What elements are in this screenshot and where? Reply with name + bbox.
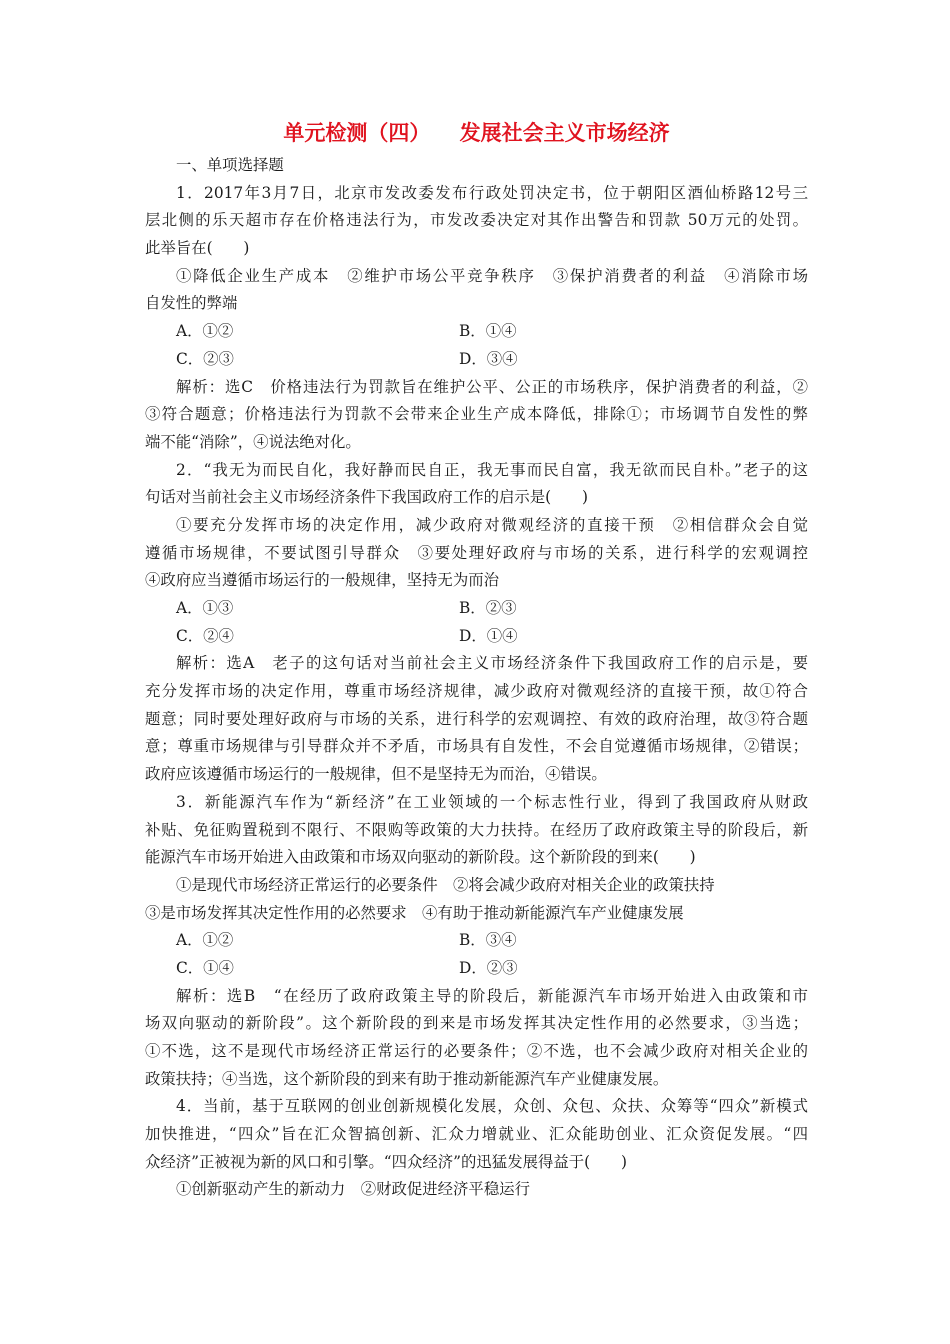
analysis-line: 题意；同时要处理好政府与市场的关系，进行科学的宏观调控、有效的政府治理，故③符合题 <box>145 709 808 728</box>
options-row <box>145 595 808 623</box>
analysis-line: 充分发挥市场的决定作用，尊重市场经济规律，减少政府对微观经济的直接干预，故①符合 <box>145 682 808 701</box>
question-stem-line: 此举旨在( ) <box>145 239 250 258</box>
question-stem-line: 众经济”正被视为新的风口和引擎。“四众经济”的迅猛发展得益于( ) <box>145 1152 627 1171</box>
question-3 <box>145 789 808 1094</box>
analysis-line: ③符合题意；价格违法行为罚款不会带来企业生产成本降低，排除①；市场调节自发性的弊 <box>145 405 808 424</box>
question-stem-line: 补贴、免征购置税到不限行、不限购等政策的大力扶持。在经历了政府政策主导的阶段后，新 <box>145 820 808 839</box>
question-1 <box>145 180 808 457</box>
option-a: A．①③ <box>176 599 234 617</box>
section-heading: 一、单项选择题 <box>176 156 284 174</box>
analysis-line: 意；尊重市场规律与引导群众并不矛盾，市场具有自发性，不会自觉遵循市场规律，②错误； <box>145 737 808 756</box>
question-stem-line: 能源汽车市场开始进入由政策和市场双向驱动的新阶段。这个新阶段的到来( ) <box>145 848 696 867</box>
option-b: B．③④ <box>459 931 517 950</box>
question-items-line: 自发性的弊端 <box>145 294 238 313</box>
options-row <box>145 318 808 346</box>
options-row <box>145 955 808 983</box>
question-stem-line: 1．2017年3月7日，北京市发改委发布行政处罚决定书，位于朝阳区酒仙桥路12号三 <box>176 183 808 202</box>
option-d: D．②③ <box>459 958 518 977</box>
analysis-line: 政府应该遵循市场运行的一般规律，但不是坚持无为而治，④错误。 <box>145 765 607 784</box>
analysis-line: 解析：选A 老子的这句话对当前社会主义市场经济条件下我国政府工作的启示是，要 <box>176 654 808 673</box>
option-b: B．①④ <box>459 322 517 341</box>
option-c: C．①④ <box>176 958 234 977</box>
question-stem-line: 层北侧的乐天超市存在价格违法行为，市发改委决定对其作出警告和罚款 50万元的处罚。 <box>145 211 808 230</box>
question-items-line: ①要充分发挥市场的决定作用，减少政府对微观经济的直接干预 ②相信群众会自觉 <box>176 515 808 534</box>
document-page <box>145 118 808 1204</box>
option-d: D．③④ <box>459 349 518 368</box>
options-row <box>145 346 808 374</box>
option-a: A．①② <box>176 931 234 950</box>
question-4 <box>145 1093 808 1204</box>
question-stem-line: 句话对当前社会主义市场经济条件下我国政府工作的启示是( ) <box>145 488 588 507</box>
question-stem-line: 4．当前，基于互联网的创业创新规模化发展，众创、众包、众扶、众筹等“四众”新模式 <box>176 1097 808 1116</box>
question-items-line: ①创新驱动产生的新动力 ②财政促进经济平稳运行 <box>176 1180 530 1199</box>
analysis-line: ①不选，这不是现代市场经济正常运行的必要条件；②不选，也不会减少政府对相关企业的 <box>145 1042 808 1060</box>
analysis-line: 端不能“消除”，④说法绝对化。 <box>145 432 361 451</box>
option-a: A．①② <box>176 322 234 341</box>
analysis-line: 场双向驱动的新阶段”。这个新阶段的到来是市场发挥其决定性作用的必然要求，③当选； <box>145 1014 808 1033</box>
question-2 <box>145 457 808 789</box>
option-d: D．①④ <box>459 626 518 645</box>
question-stem-line: 3．新能源汽车作为“新经济”在工业领域的一个标志性行业，得到了我国政府从财政 <box>176 792 808 811</box>
question-items-line: ①降低企业生产成本 ②维护市场公平竞争秩序 ③保护消费者的利益 ④消除市场 <box>176 266 808 285</box>
question-stem-line: 加快推进，“四众”旨在汇众智搞创新、汇众力增就业、汇众能助创业、汇众资促发展。“四 <box>145 1125 808 1144</box>
option-b: B．②③ <box>459 599 517 617</box>
question-items-line: ③是市场发挥其决定性作用的必然要求 ④有助于推动新能源汽车产业健康发展 <box>145 903 684 922</box>
analysis-line: 政策扶持；④当选，这个新阶段的到来有助于推动新能源汽车产业健康发展。 <box>145 1069 669 1088</box>
question-items-line: ①是现代市场经济正常运行的必要条件 ②将会减少政府对相关企业的政策扶持 <box>176 875 715 894</box>
document-title: 单元检测（四） 发展社会主义市场经济 <box>283 121 670 145</box>
question-items-line: 遵循市场规律，不要试图引导群众 ③要处理好政府与市场的关系，进行科学的宏观调控 <box>145 543 808 562</box>
analysis-line: 解析：选C 价格违法行为罚款旨在维护公平、公正的市场秩序，保护消费者的利益，② <box>176 377 808 396</box>
option-c: C．②④ <box>176 626 234 645</box>
options-row <box>145 927 808 955</box>
option-c: C．②③ <box>176 349 234 368</box>
question-stem-line: 2．“我无为而民自化，我好静而民自正，我无事而民自富，我无欲而民自朴。”老子的这 <box>176 460 808 479</box>
question-items-line: ④政府应当遵循市场运行的一般规律，坚持无为而治 <box>145 571 499 590</box>
options-row <box>145 623 808 651</box>
analysis-line: 解析：选B “在经历了政府政策主导的阶段后，新能源汽车市场开始进入由政策和市 <box>176 986 808 1005</box>
